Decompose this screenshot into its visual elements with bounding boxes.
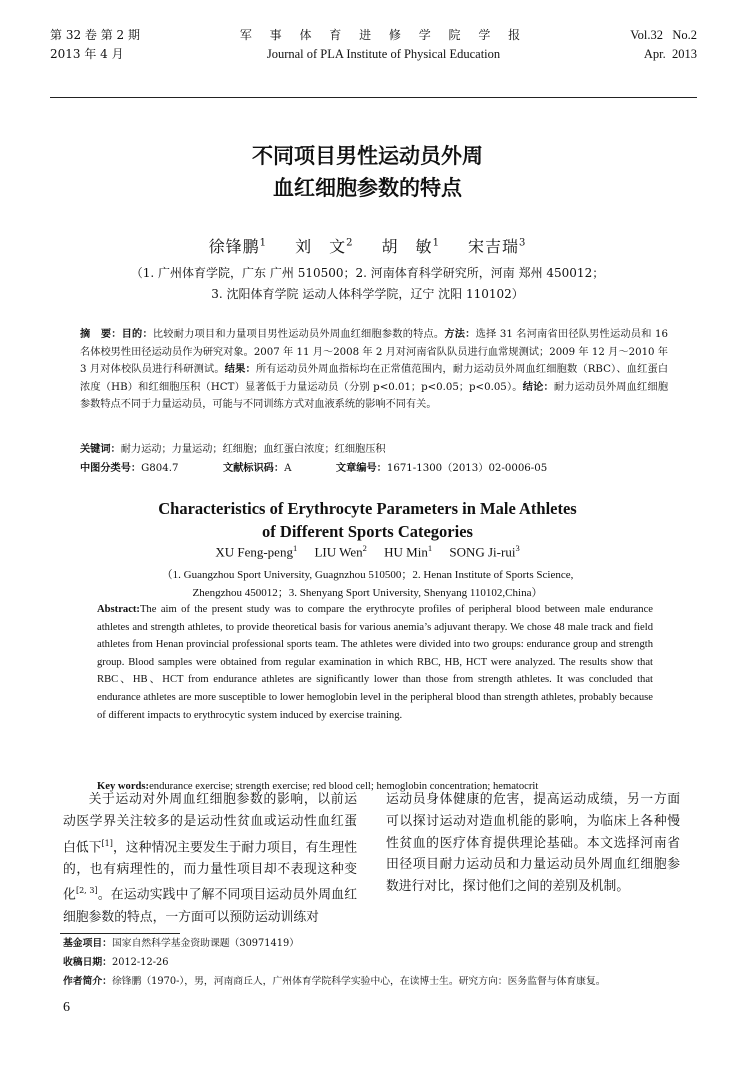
abstract-en-label: Abstract: <box>97 604 140 615</box>
clc-value: G804.7 <box>141 463 179 474</box>
journal-name-en: Journal of PLA Institute of Physical Education <box>266 47 501 61</box>
body-text: ，这种情况主要发生于耐力项目，有生理性的，也有病理性的，而力量性项目却不表现这种变化 <box>63 839 358 903</box>
footnote-received <box>63 955 693 971</box>
volume-en: Vol.32 No.2 <box>630 28 697 42</box>
affiliation-en-line: （1. Guangzhou Sport University, Guagnzhou 510500；2. Henan Institute of Sports Science, <box>161 569 574 581</box>
article-title-cn <box>0 140 735 204</box>
page-number: 6 <box>63 1000 70 1015</box>
body-column-right <box>386 789 680 898</box>
date-cn: 2013 年 4 月 <box>50 47 124 61</box>
method-text: 选择 31 名河南省田径队男性运动员和 16 名体校男性田径运动员作为研究对象。2007 年 11 月～2008 年 2 月对河南省队队员进行血常规测试；2009 年 12 月～2010 年 3 月对体校队员进行科研测试。 <box>80 329 669 375</box>
author-sup: 1 <box>432 237 440 249</box>
journal-name-cn: 军 事 体 育 进 修 学 院 学 报 <box>239 28 528 42</box>
doc-code-value: A <box>284 463 292 474</box>
author-sup: 2 <box>362 543 367 553</box>
affiliations-cn <box>0 263 735 305</box>
author-sup: 3 <box>519 237 527 249</box>
article-title-en <box>0 497 735 543</box>
running-header <box>50 26 697 96</box>
author-name: 宋吉瑞 <box>468 237 520 256</box>
clc-label: 中图分类号： <box>80 463 142 474</box>
citation-ref[interactable]: [1] <box>101 838 113 848</box>
doc-code-label: 文献标识码： <box>222 463 285 474</box>
author-bio-label: 作者简介： <box>63 976 112 987</box>
footnote-fund <box>63 936 693 952</box>
body-text: 运动员身体健康的危害，提高运动成绩，另一方面可以探讨运动对造血机能的影响，为临床上各种慢性贫血的医疗体育提供理论基础。本文选择河南省田径项目耐力运动员和力量运动员外周血红细胞参数进行对比，探讨他们之间的差别及机制。 <box>386 792 680 895</box>
keywords-cn <box>80 441 668 459</box>
footnote-rule <box>60 933 180 934</box>
body-text: 。在运动实践中了解不同项目运动员外周血红细胞参数的特点，一方面可以预防运动训练对 <box>63 887 358 925</box>
author-name-en: XU Feng-peng <box>215 544 293 560</box>
author-name-en: LIU Wen <box>314 544 363 560</box>
method-label: 方法： <box>444 329 476 340</box>
received-label: 收稿日期： <box>63 957 112 968</box>
author-name: 徐锋鹏 <box>208 237 260 256</box>
article-no-value: 1671-1300（2013）02-0006-05 <box>386 463 548 474</box>
author-name-en: SONG Ji-rui <box>449 544 516 560</box>
author-name-en: HU Min <box>384 544 428 560</box>
objective-label: 目的： <box>121 329 153 340</box>
header-left <box>50 26 140 64</box>
keywords-en-label: Key words: <box>97 781 150 792</box>
author-sup: 2 <box>346 237 354 249</box>
author-bio-text: 徐锋鹏（1970-），男，河南商丘人，广州体育学院科学实验中心，在读博士生。研究方向：医务监督与体育康复。 <box>111 976 606 987</box>
body-column-left <box>63 789 357 928</box>
conclusion-label: 结论： <box>522 381 554 393</box>
author-name: 刘 文 <box>295 237 347 256</box>
abstract-en-text: The aim of the present study was to compare the erythrocyte profiles of peripheral blood between male endurance athletes and strength athletes, to provide theoretical basis for various anemia’s adjuvant therapy. We chose 48 male track and field athletes from Henan provincial professional sports team. The athletes were divided into two groups: endurance group and strength group. Blood samples were obtained from regular examination in which RBC, HB, HCT were analyzed. The results show that RBC、HB、HCT from endurance athletes are significantly lower than those from strength athletes. It was concluded that endurance athletes are more susceptible to lower hemoglobin level in the peripheral blood than strength athletes, probably because of different impacts to erythrocytic system induced by exercise training. <box>97 604 653 721</box>
conclusion-text: 耐力运动员外周血红细胞参数特点不同于力量运动员，可能与不同训练方式对血液系统的影响不同有关。 <box>80 381 669 410</box>
result-text: 所有运动员外周血指标均在正常值范围内，耐力运动员外周血红细胞数（RBC）、血红蛋白浓度（HB）和红细胞压积（HCT）显著低于力量运动员（分别 p<0.01；p<0.05；p<0.05）。 <box>80 364 669 393</box>
affiliations-en <box>0 566 735 602</box>
title-line-2: 血红细胞参数的特点 <box>273 176 462 200</box>
author-sup: 1 <box>259 237 267 249</box>
affiliation-line: 3. 沈阳体育学院 运动人体科学学院，辽宁 沈阳 110102） <box>211 287 524 301</box>
author-sup: 1 <box>292 543 298 553</box>
keywords-text: 耐力运动；力量运动；红细胞；血红蛋白浓度；红细胞压积 <box>120 444 386 455</box>
header-center <box>220 26 547 64</box>
title-line-1: 不同项目男性运动员外周 <box>252 144 483 168</box>
fund-text: 国家自然科学基金资助课题（30971419） <box>111 938 300 949</box>
date-en: Apr. 2013 <box>643 47 697 61</box>
citation-ref[interactable]: [2, 3] <box>75 886 98 896</box>
classification-line <box>80 460 680 477</box>
received-date: 2012-12-26 <box>111 957 169 968</box>
abstract-label: 摘 要： <box>80 329 122 340</box>
title-en-line-1: Characteristics of Erythrocyte Parameters in Male Athletes <box>158 499 577 518</box>
affiliation-en-line: Zhengzhou 450012；3. Shenyang Sport University, Shenyang 110102,China） <box>192 587 543 599</box>
result-label: 结果： <box>224 364 256 375</box>
fund-label: 基金项目： <box>63 938 112 949</box>
footnote-author-bio <box>63 974 693 990</box>
volume-cn: 第 32 卷 第 2 期 <box>50 28 140 42</box>
keywords-en-text: endurance exercise; strength exercise; red blood cell; hemoglobin concentration; hematocrit <box>149 781 539 792</box>
abstract-en <box>97 601 653 724</box>
header-right <box>630 26 697 64</box>
author-list-en <box>0 543 735 560</box>
abstract-cn <box>80 326 668 414</box>
article-no-label: 文章编号： <box>335 463 387 474</box>
header-rule <box>50 97 697 98</box>
title-en-line-2: of Different Sports Categories <box>262 522 473 541</box>
body-text: 关于运动对外周血红细胞参数的影响，以前运动医学界关注较多的是运动性贫血或运动性血红蛋白低下 <box>63 792 357 855</box>
affiliation-line: （1. 广州体育学院，广东 广州 510500；2. 河南体育科学研究所，河南 郑州 450012； <box>130 266 605 280</box>
author-list-cn <box>0 234 735 257</box>
author-sup: 3 <box>515 543 520 553</box>
author-sup: 1 <box>427 543 433 553</box>
objective-text: 比较耐力项目和力量项目男性运动员外周血红细胞参数的特点。 <box>152 329 445 340</box>
author-name: 胡 敏 <box>381 237 433 256</box>
keywords-label: 关键词： <box>80 444 121 455</box>
